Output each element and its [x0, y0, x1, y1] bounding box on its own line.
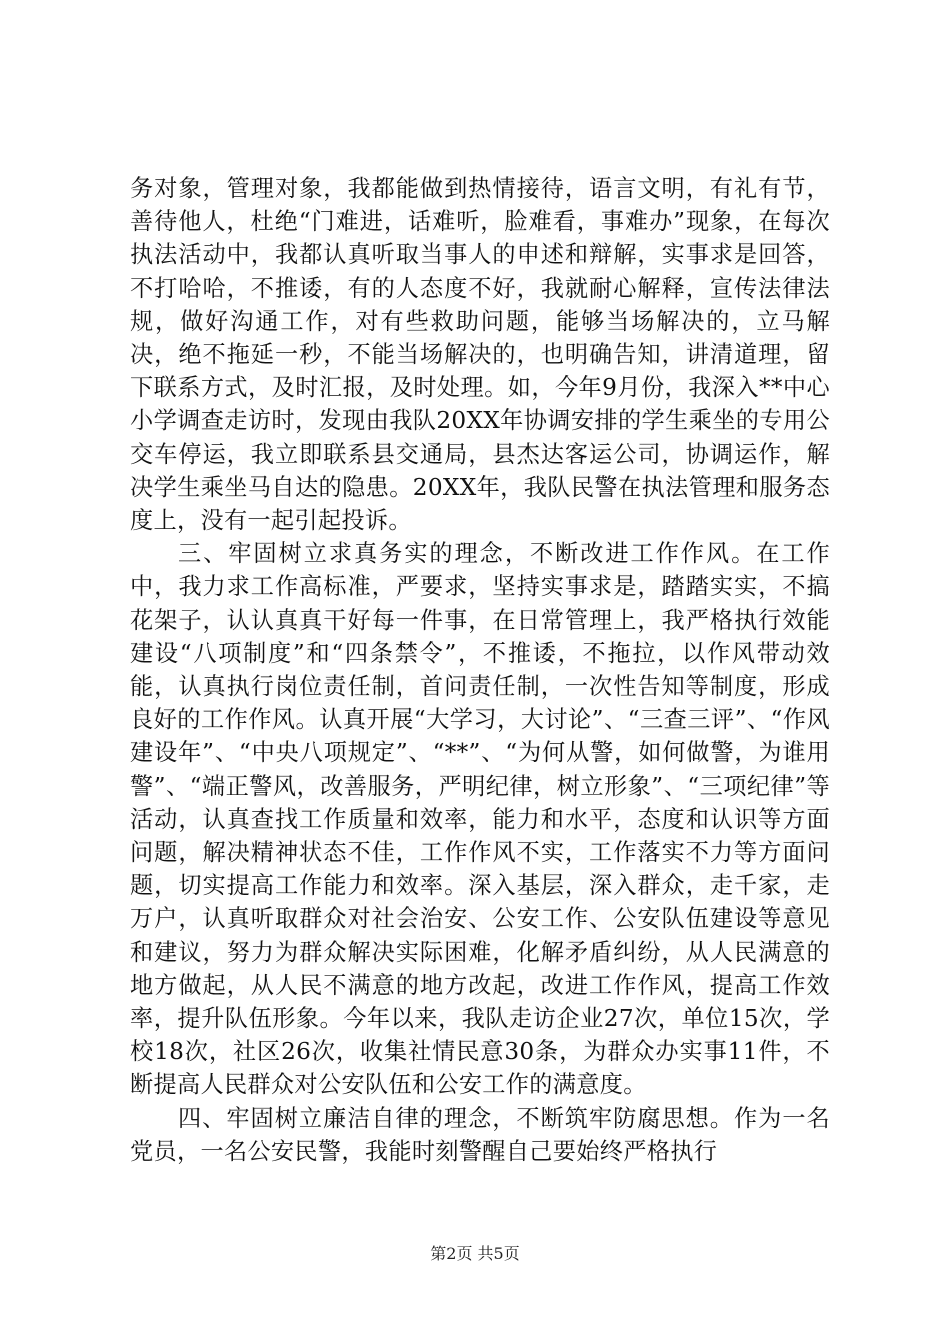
paragraph-1: 务对象，管理对象，我都能做到热情接待，语言文明，有礼有节，善待他人，杜绝“门难进，话难听，脸难看，事难办”现象，在每次执法活动中，我都认真听取当事人的申述和辩解，实事求是回答，不打哈哈，不推诿，有的人态度不好，我就耐心解释，宣传法律法规，做好沟通工作，对有些救助问题，能够当场解决的，立马解决，绝不拖延一秒，不能当场解决的，也明确告知，讲清道理，留下联系方式，及时汇报，及时处理。如，今年9月份，我深入**中心小学调查走访时，发现由我队20XX年协调安排的学生乘坐的专用公交车停运，我立即联系县交通局，县杰达客运公司，协调运作，解决学生乘坐马自达的隐患。20XX年，我队民警在执法管理和服务态度上，没有一起引起投诉。	[130, 175, 830, 535]
page-number-footer: 第2页 共5页	[430, 1244, 520, 1263]
paragraph-3: 四、牢固树立廉洁自律的理念，不断筑牢防腐思想。作为一名党员，一名公安民警，我能时刻警醒自己要始终严格执行	[130, 1104, 830, 1165]
document-body	[130, 172, 830, 1168]
paragraph-2: 三、牢固树立求真务实的理念，不断改进工作作风。在工作中，我力求工作高标准，严要求，坚持实事求是，踏踏实实，不搞花架子，认认真真干好每一件事，在日常管理上，我严格执行效能建设“八项制度”和“四条禁令”，不推诿，不拖拉，以作风带动效能，认真执行岗位责任制，首问责任制，一次性告知等制度，形成良好的工作作风。认真开展“大学习，大讨论”、“三查三评”、“作风建设年”、“中央八项规定”、“**”、“为何从警，如何做警，为谁用警”、“端正警风，改善服务，严明纪律，树立形象”、“三项纪律”等活动，认真查找工作质量和效率，能力和水平，态度和认识等方面问题，解决精神状态不佳，工作作风不实，工作落实不力等方面问题，切实提高工作能力和效率。深入基层，深入群众，走千家，走万户，认真听取群众对社会治安、公安工作、公安队伍建设等意见和建议，努力为群众解决实际困难，化解矛盾纠纷，从人民满意的地方做起，从人民不满意的地方改起，改进工作作风，提高工作效率，提升队伍形象。今年以来，我队走访企业27次，单位15次，学校18次，社区26次，收集社情民意30条，为群众办实事11件，不断提高人民群众对公安队伍和公安工作的满意度。	[130, 540, 830, 1099]
